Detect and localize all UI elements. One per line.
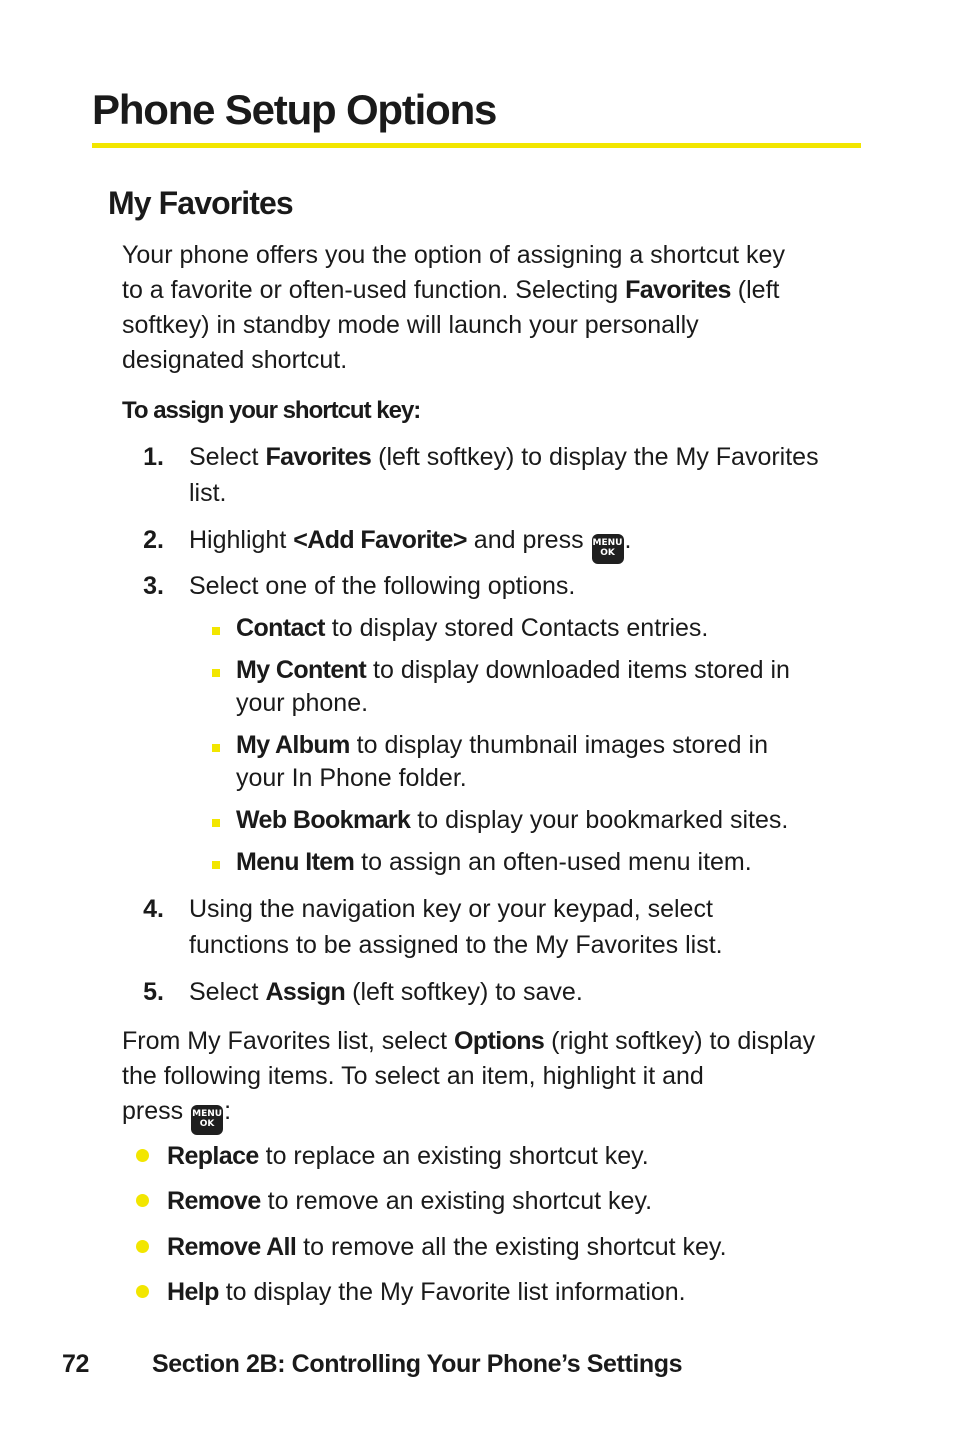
option-term: My Album [236, 731, 350, 759]
title-rule [92, 143, 861, 148]
step-2-text [189, 523, 631, 564]
intro-line-1 [122, 238, 785, 273]
intro-text: to a favorite or often-used function. Selecting [122, 276, 626, 304]
after-text: : [224, 1097, 232, 1125]
after-line-2 [122, 1059, 704, 1094]
step-term: Assign [265, 978, 346, 1006]
key-label-top: MENU [192, 1109, 223, 1119]
square-bullet-icon [212, 744, 220, 752]
after-options-term: Options [454, 1027, 545, 1055]
bullet-desc: to replace an existing shortcut key. [258, 1142, 649, 1170]
step-text: . [624, 526, 632, 554]
option-term: Menu Item [236, 848, 355, 876]
step-text: and press [466, 526, 591, 554]
bullet-term: Remove All [167, 1233, 297, 1261]
option-desc: to display stored Contacts entries. [324, 614, 709, 642]
key-label-bottom: OK [600, 548, 615, 558]
option-my-content-cont [236, 686, 368, 721]
option-menu-item [236, 845, 752, 880]
bullet-term: Remove [167, 1187, 261, 1215]
square-bullet-icon [212, 669, 220, 677]
bullet-help [167, 1275, 686, 1310]
intro-text: (left [730, 276, 780, 304]
intro-line-4 [122, 343, 347, 378]
menu-ok-key-icon [592, 534, 624, 564]
step-3-text [189, 569, 575, 604]
step-term: Favorites [265, 443, 372, 471]
after-text: the following items. To select an item, highlight it and [122, 1062, 704, 1090]
step-text: (left softkey) to save. [345, 978, 583, 1006]
option-desc: to display your bookmarked sites. [410, 806, 789, 834]
round-bullet-icon [136, 1285, 149, 1298]
step-text: list. [189, 479, 227, 507]
page-number: 72 [62, 1350, 90, 1378]
key-label-top: MENU [592, 538, 623, 548]
option-term: My Content [236, 656, 367, 684]
after-line-3 [122, 1094, 231, 1135]
step-1-text [189, 440, 819, 475]
bullet-remove [167, 1184, 652, 1219]
option-web-bookmark [236, 803, 788, 838]
square-bullet-icon [212, 627, 220, 635]
step-text: Using the navigation key or your keypad, select [189, 895, 713, 923]
step-5-text [189, 975, 583, 1010]
menu-ok-key-icon [191, 1105, 223, 1135]
option-term: Contact [236, 614, 325, 642]
option-desc: to display thumbnail images stored in [349, 731, 768, 759]
option-my-album [236, 728, 768, 763]
bullet-desc: to remove an existing shortcut key. [260, 1187, 653, 1215]
bullet-remove-all [167, 1230, 727, 1265]
step-text: Select [189, 978, 266, 1006]
procedure-subheading: To assign your shortcut key: [122, 397, 421, 424]
step-text: Highlight [189, 526, 294, 554]
step-number-2: 2. [143, 526, 164, 554]
section-heading: My Favorites [108, 185, 293, 221]
option-desc: your phone. [236, 689, 369, 717]
after-line-1 [122, 1024, 815, 1059]
page-title: Phone Setup Options [92, 86, 497, 133]
option-my-album-cont [236, 761, 467, 796]
option-my-content [236, 653, 790, 688]
bullet-replace [167, 1139, 649, 1174]
step-number-5: 5. [143, 978, 164, 1006]
intro-text: designated shortcut. [122, 346, 348, 374]
step-number-3: 3. [143, 572, 164, 600]
step-number-1: 1. [143, 443, 164, 471]
step-4-text-cont [189, 928, 723, 963]
step-4-text [189, 892, 713, 927]
intro-text: softkey) in standby mode will launch your personally [122, 311, 699, 339]
option-term: Web Bookmark [236, 806, 411, 834]
bullet-desc: to display the My Favorite list information. [218, 1278, 686, 1306]
step-text: Select one of the following options. [189, 572, 576, 600]
square-bullet-icon [212, 819, 220, 827]
option-contact [236, 611, 708, 646]
after-text: (right softkey) to display [544, 1027, 816, 1055]
bullet-term: Help [167, 1278, 219, 1306]
key-label-bottom: OK [199, 1119, 215, 1129]
option-desc: to assign an often-used menu item. [354, 848, 752, 876]
bullet-desc: to remove all the existing shortcut key. [296, 1233, 727, 1261]
step-1-text-cont [189, 476, 227, 511]
option-desc: to display downloaded items stored in [366, 656, 790, 684]
bullet-term: Replace [167, 1142, 259, 1170]
step-text: Select [189, 443, 266, 471]
square-bullet-icon [212, 861, 220, 869]
step-number-4: 4. [143, 895, 164, 923]
step-text: functions to be assigned to the My Favorites list. [189, 931, 723, 959]
step-text: (left softkey) to display the My Favorites [371, 443, 819, 471]
footer-section-title: Section 2B: Controlling Your Phone’s Settings [152, 1350, 683, 1378]
intro-line-2 [122, 273, 779, 308]
round-bullet-icon [136, 1149, 149, 1162]
round-bullet-icon [136, 1194, 149, 1207]
intro-favorites-term: Favorites [625, 276, 731, 304]
option-desc: your In Phone folder. [236, 764, 467, 792]
after-text: press [122, 1097, 191, 1125]
step-term: <Add Favorite> [293, 526, 467, 554]
round-bullet-icon [136, 1240, 149, 1253]
intro-text: Your phone offers you the option of assigning a shortcut key [122, 241, 785, 269]
intro-line-3 [122, 308, 699, 343]
after-text: From My Favorites list, select [122, 1027, 454, 1055]
